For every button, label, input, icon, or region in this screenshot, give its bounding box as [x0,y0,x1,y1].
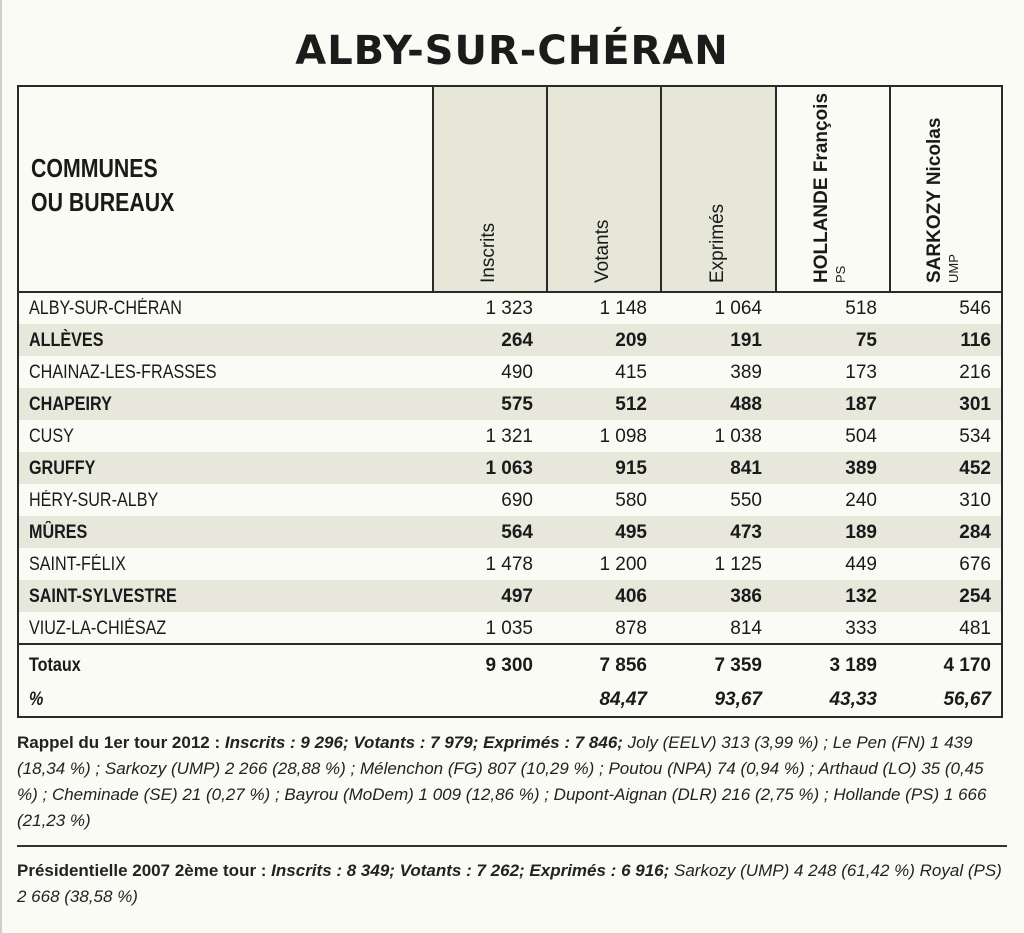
col-header-exprimes-label: Exprimés [706,203,728,283]
table-row [19,484,1001,516]
commune-name: ALBY-SUR-CHÉRAN [29,298,182,319]
cell-hollande: 333 [845,618,877,639]
col-header-inscrits [432,87,546,291]
cell-sarkozy: 116 [960,330,991,351]
cell-sarkozy: 216 [959,362,991,383]
table-header [19,87,1001,293]
col-header-exprimes [660,87,775,291]
col-header-inscrits-label: Inscrits [478,222,499,283]
percent-row [19,683,1001,715]
totals-row [19,649,1001,681]
cell-inscrits: 1 478 [485,554,533,575]
presidential-2007-totals: Inscrits : 8 349; Votants : 7 262; Exprimés : 6 916; [271,861,670,880]
commune-name: CHAPEIRY [29,394,112,415]
totals-exprimes: 7 359 [714,655,762,676]
cell-votants: 209 [615,330,647,351]
cell-hollande: 189 [845,522,877,543]
cell-hollande: 518 [845,298,877,319]
cell-hollande: 173 [845,362,877,383]
cell-exprimes: 389 [730,362,762,383]
cell-inscrits: 490 [501,362,533,383]
cell-votants: 415 [615,362,647,383]
totals-votants: 7 856 [599,655,647,676]
commune-name: CHAINAZ-LES-FRASSES [29,362,217,383]
notes-divider [17,845,1007,847]
commune-name: SAINT-SYLVESTRE [29,586,177,607]
totals-label: Totaux [29,655,81,676]
presidential-2007-candidates: Sarkozy (UMP) 4 248 (61,42 %) Royal (PS) 2 668 (38,58 %) [17,861,1002,906]
commune-name: MÛRES [29,522,88,543]
cell-exprimes: 841 [730,458,762,479]
col-header-hollande [775,87,889,291]
cell-hollande: 187 [845,394,877,415]
cell-exprimes: 550 [730,490,762,511]
cell-inscrits: 1 035 [485,618,533,639]
cell-votants: 512 [615,394,647,415]
percent-hollande: 43,33 [829,689,877,710]
presidential-2007-lead: Présidentielle 2007 2ème tour : [17,861,272,880]
cell-inscrits: 1 323 [485,298,533,319]
cell-sarkozy: 254 [959,586,991,607]
cell-votants: 1 200 [599,554,647,575]
cell-exprimes: 814 [730,618,762,639]
totals-inscrits: 9 300 [485,655,533,676]
cell-hollande: 389 [845,458,877,479]
table-row [19,292,1001,324]
table-row [19,516,1001,548]
cell-exprimes: 1 064 [714,298,762,319]
table-row [19,420,1001,452]
percent-sarkozy: 56,67 [943,689,991,710]
commune-name: ALLÈVES [29,330,104,351]
cell-exprimes: 1 038 [714,426,762,447]
table-row [19,612,1001,644]
cell-votants: 406 [615,586,647,607]
commune-name: VIUZ-LA-CHIÉSAZ [29,618,167,639]
cell-inscrits: 575 [501,394,533,415]
cell-inscrits: 564 [501,522,533,543]
cell-votants: 915 [615,458,647,479]
percent-label: % [29,689,44,710]
cell-sarkozy: 534 [959,426,991,447]
cell-votants: 495 [615,522,647,543]
cell-exprimes: 473 [730,522,762,543]
cell-sarkozy: 284 [959,522,991,543]
presidential-2007-recap [17,858,1007,910]
table-row [19,356,1001,388]
col-header-sarkozy-party: UMP [946,254,961,283]
page-edge [0,0,2,933]
table-row [19,548,1001,580]
col-header-votants [546,87,660,291]
col-header-sarkozy [889,87,1001,291]
first-round-recap [17,730,1007,834]
cell-sarkozy: 676 [959,554,991,575]
cell-exprimes: 191 [730,330,762,351]
cell-inscrits: 264 [501,330,533,351]
cell-hollande: 240 [845,490,877,511]
communes-header [31,151,174,219]
totals-hollande: 3 189 [829,655,877,676]
results-table [17,85,1003,718]
first-round-lead: Rappel du 1er tour 2012 : [17,733,225,752]
cell-exprimes: 488 [730,394,762,415]
first-round-candidates: Joly (EELV) 313 (3,99 %) ; Le Pen (FN) 1 439 (18,34 %) ; Sarkozy (UMP) 2 266 (28,88 %) ; Mélenchon (FG) 807 (10,29 %) ; Poutou (NPA) 74 (0,94 %) ; Arthaud (LO) 35 (0,45 %) ; Cheminade (SE) 21 (0,27 %) ; Bayrou (MoDem) 1 009 (12,86 %) ; Dupont-Aignan (DLR) 216 (2,75 %) ; Hollande (PS) 1 666 (21,23 %) [17,733,987,830]
cell-sarkozy: 310 [959,490,991,511]
col-header-hollande-label: HOLLANDE François [811,92,832,283]
cell-sarkozy: 481 [959,618,991,639]
cell-votants: 878 [615,618,647,639]
totals-sarkozy: 4 170 [943,655,991,676]
table-body [19,292,1001,644]
page-title: ALBY-SUR-CHÉRAN [295,28,729,74]
cell-inscrits: 1 063 [485,458,533,479]
cell-hollande: 75 [855,330,877,351]
commune-name: SAINT-FÉLIX [29,554,126,575]
cell-exprimes: 1 125 [714,554,762,575]
col-header-hollande-party: PS [833,265,848,283]
totals-separator [19,643,1001,645]
table-row [19,580,1001,612]
cell-inscrits: 690 [501,490,533,511]
cell-inscrits: 1 321 [485,426,533,447]
table-row [19,388,1001,420]
table-row [19,324,1001,356]
col-header-votants-label: Votants [592,219,613,283]
first-round-totals: Inscrits : 9 296; Votants : 7 979; Exprimés : 7 846; [224,733,623,752]
cell-hollande: 449 [845,554,877,575]
col-header-sarkozy-label: SARKOZY Nicolas [924,117,945,283]
percent-exprimes: 93,67 [714,689,762,710]
cell-sarkozy: 452 [959,458,991,479]
communes-header-line1: COMMUNES [31,153,158,183]
commune-name: CUSY [29,426,74,447]
cell-exprimes: 386 [730,586,762,607]
communes-header-line2: OU BUREAUX [31,187,175,217]
cell-votants: 580 [615,490,647,511]
commune-name: GRUFFY [29,458,96,479]
commune-name: HÉRY-SUR-ALBY [29,490,159,511]
cell-sarkozy: 546 [959,298,991,319]
cell-hollande: 132 [845,586,877,607]
percent-votants: 84,47 [599,689,647,710]
cell-votants: 1 098 [599,426,647,447]
table-row [19,452,1001,484]
cell-inscrits: 497 [501,586,533,607]
cell-votants: 1 148 [599,298,647,319]
cell-sarkozy: 301 [959,394,991,415]
cell-hollande: 504 [845,426,877,447]
